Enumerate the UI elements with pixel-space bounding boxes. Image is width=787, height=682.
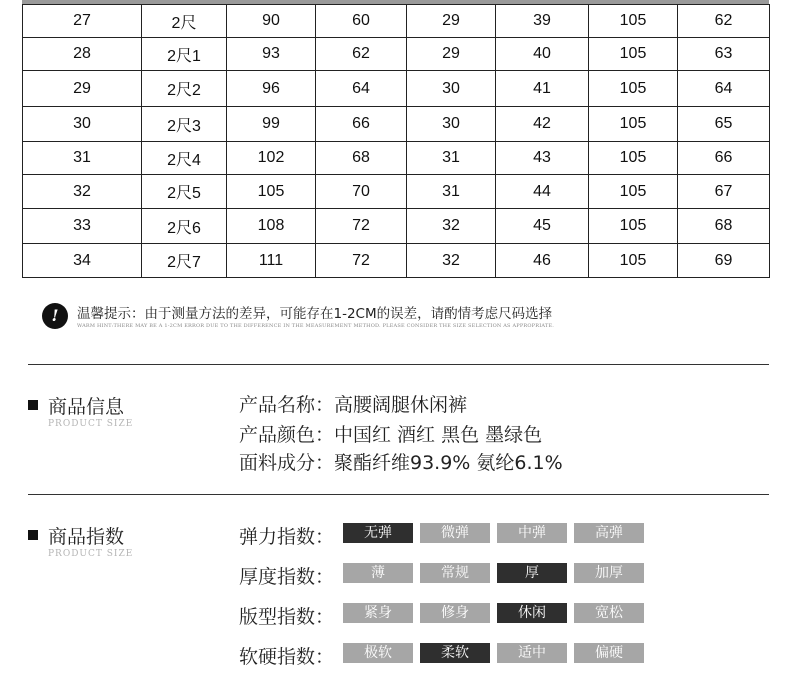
table-cell: 33 (23, 209, 142, 244)
index-option: 偏硬 (574, 643, 644, 663)
table-cell: 69 (678, 244, 770, 278)
table-cell: 2尺4 (142, 142, 227, 175)
info-fabric: 面料成分：聚酯纤维93.9% 氨纶6.1% (239, 452, 563, 474)
table-cell: 40 (496, 38, 589, 71)
table-cell: 2尺7 (142, 244, 227, 278)
table-cell: 64 (678, 71, 770, 107)
table-cell: 62 (678, 5, 770, 38)
table-row (23, 38, 770, 71)
table-cell: 96 (227, 71, 316, 107)
divider (28, 364, 769, 365)
table-cell: 45 (496, 209, 589, 244)
table-row (23, 209, 770, 244)
table-cell: 29 (407, 38, 496, 71)
index-label: 版型指数： (239, 606, 335, 628)
table-cell: 31 (23, 142, 142, 175)
table-cell: 32 (23, 175, 142, 209)
table-cell: 64 (316, 71, 407, 107)
table-cell: 68 (678, 209, 770, 244)
size-table (22, 4, 770, 278)
table-cell: 60 (316, 5, 407, 38)
table-cell: 105 (589, 71, 678, 107)
table-cell: 108 (227, 209, 316, 244)
table-cell: 2尺 (142, 5, 227, 38)
table-row (23, 71, 770, 107)
index-option-selected: 柔软 (420, 643, 490, 663)
index-option-selected: 无弹 (343, 523, 413, 543)
table-cell: 2尺2 (142, 71, 227, 107)
table-cell: 105 (589, 209, 678, 244)
table-cell: 102 (227, 142, 316, 175)
table-cell: 31 (407, 142, 496, 175)
index-option: 宽松 (574, 603, 644, 623)
table-cell: 105 (589, 5, 678, 38)
table-row (23, 175, 770, 209)
table-cell: 34 (23, 244, 142, 278)
section-subtitle: PRODUCT SIZE (48, 419, 134, 429)
table-cell: 72 (316, 244, 407, 278)
table-cell: 28 (23, 38, 142, 71)
table-cell: 30 (407, 107, 496, 142)
table-cell: 43 (496, 142, 589, 175)
table-cell: 30 (407, 71, 496, 107)
section-title: 商品信息 (48, 396, 125, 418)
table-cell: 2尺3 (142, 107, 227, 142)
table-cell: 32 (407, 244, 496, 278)
table-row (23, 142, 770, 175)
info-name: 产品名称：高腰阔腿休闲裤 (239, 394, 468, 416)
table-cell: 29 (23, 71, 142, 107)
index-label: 软硬指数： (239, 646, 335, 668)
index-label: 厚度指数： (239, 566, 335, 588)
table-cell: 65 (678, 107, 770, 142)
tip-subtext: WARM HINT:THERE MAY BE A 1-2CM ERROR DUE TO THE DIFFERENCE IN THE MEASUREMENT METHOD. PLEASE CONSIDER THE SIZE SELECTION AS APPROPRIATE. (77, 323, 555, 329)
table-cell: 63 (678, 38, 770, 71)
index-option: 中弹 (497, 523, 567, 543)
table-cell: 67 (678, 175, 770, 209)
divider (28, 494, 769, 495)
index-option-selected: 厚 (497, 563, 567, 583)
table-cell: 105 (589, 175, 678, 209)
square-bullet-icon (28, 530, 38, 540)
table-cell: 66 (316, 107, 407, 142)
section-title: 商品指数 (48, 526, 125, 548)
table-cell: 2尺6 (142, 209, 227, 244)
table-row (23, 244, 770, 278)
table-cell: 31 (407, 175, 496, 209)
table-cell: 70 (316, 175, 407, 209)
index-option: 加厚 (574, 563, 644, 583)
table-cell: 30 (23, 107, 142, 142)
table-cell: 90 (227, 5, 316, 38)
table-cell: 105 (227, 175, 316, 209)
table-cell: 105 (589, 107, 678, 142)
table-row (23, 107, 770, 142)
index-option: 修身 (420, 603, 490, 623)
table-cell: 41 (496, 71, 589, 107)
section-subtitle: PRODUCT SIZE (48, 549, 134, 559)
index-label: 弹力指数： (239, 526, 335, 548)
index-option: 微弹 (420, 523, 490, 543)
table-cell: 93 (227, 38, 316, 71)
index-option: 紧身 (343, 603, 413, 623)
index-option: 常规 (420, 563, 490, 583)
square-bullet-icon (28, 400, 38, 410)
table-cell: 44 (496, 175, 589, 209)
table-cell: 62 (316, 38, 407, 71)
table-cell: 105 (589, 142, 678, 175)
table-row (23, 5, 770, 38)
table-cell: 99 (227, 107, 316, 142)
index-option-selected: 休闲 (497, 603, 567, 623)
index-option: 薄 (343, 563, 413, 583)
index-option: 适中 (497, 643, 567, 663)
table-cell: 72 (316, 209, 407, 244)
exclamation-icon: ! (42, 303, 68, 329)
index-option: 极软 (343, 643, 413, 663)
table-cell: 111 (227, 244, 316, 278)
table-cell: 42 (496, 107, 589, 142)
table-cell: 105 (589, 244, 678, 278)
table-cell: 32 (407, 209, 496, 244)
table-cell: 39 (496, 5, 589, 38)
table-cell: 68 (316, 142, 407, 175)
index-option: 高弹 (574, 523, 644, 543)
table-cell: 66 (678, 142, 770, 175)
table-cell: 2尺1 (142, 38, 227, 71)
table-cell: 2尺5 (142, 175, 227, 209)
table-cell: 27 (23, 5, 142, 38)
info-color: 产品颜色：中国红 酒红 黑色 墨绿色 (239, 424, 543, 446)
tip-text: 温馨提示：由于测量方法的差异，可能存在1-2CM的误差，请酌情考虑尺码选择 (77, 306, 553, 322)
table-cell: 105 (589, 38, 678, 71)
table-cell: 46 (496, 244, 589, 278)
table-cell: 29 (407, 5, 496, 38)
